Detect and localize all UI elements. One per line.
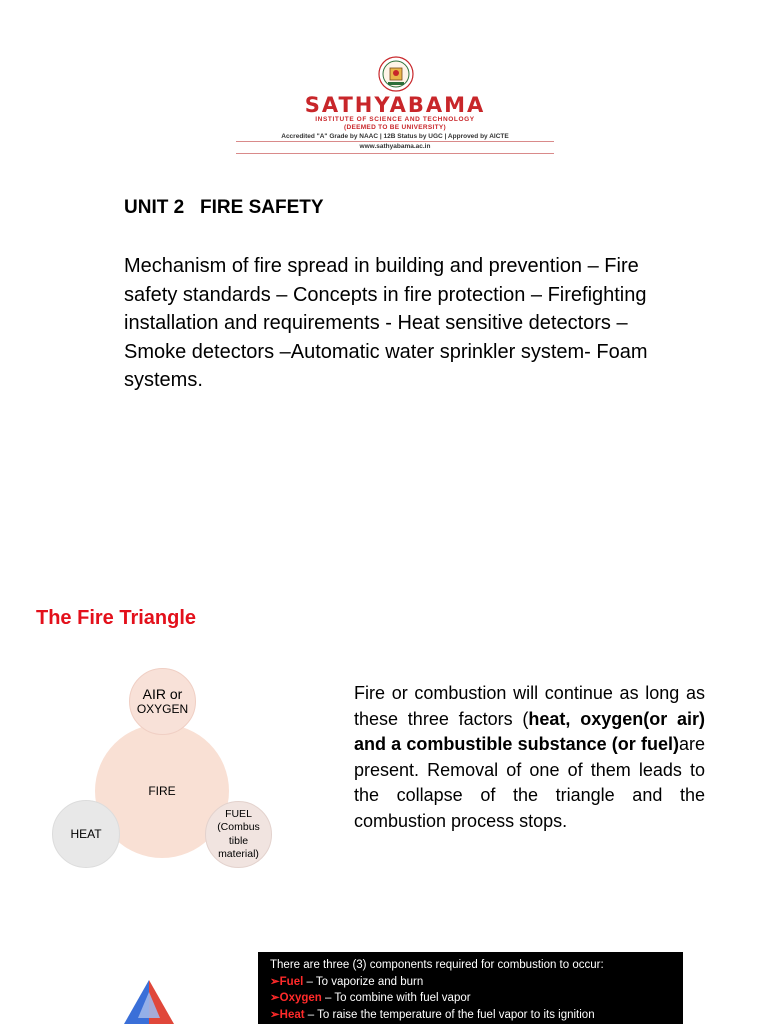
component-item bbox=[270, 990, 683, 1007]
heat-circle bbox=[52, 800, 120, 868]
header-divider-top bbox=[236, 141, 554, 142]
university-seal-icon bbox=[378, 56, 414, 92]
brand-accreditation: Accredited "A" Grade by NAAC | 12B Status by UGC | Approved by AICTE bbox=[281, 133, 509, 140]
fuel-desc-3: material) bbox=[218, 848, 259, 860]
fuel-desc-1: (Combus bbox=[217, 821, 260, 833]
arrow-bullet-icon: ➢ bbox=[270, 1008, 280, 1021]
component-name: Fuel bbox=[279, 975, 304, 988]
combustion-text-part1: Fire or combustion will continue as long as these three factors ( bbox=[354, 683, 705, 729]
component-desc: – To vaporize and burn bbox=[303, 975, 424, 988]
brand-name: SATHYABAMA bbox=[304, 93, 486, 117]
combustion-description bbox=[354, 681, 705, 834]
component-name: Heat bbox=[279, 1008, 305, 1021]
component-name: Oxygen bbox=[279, 992, 322, 1004]
fire-label: FIRE bbox=[148, 783, 176, 798]
unit-syllabus: Mechanism of fire spread in building and prevention – Fire safety standards – Concepts in fire protection – Firefighting installation and requirements - Heat sensitive detectors – Smoke detectors –Automatic water sprinkler system- Foam systems. bbox=[124, 255, 648, 391]
components-intro: There are three (3) components required for combustion to occur: bbox=[270, 959, 604, 971]
unit-title: UNIT 2 FIRE SAFETY bbox=[124, 197, 324, 218]
fuel-desc-2: tible bbox=[228, 834, 249, 847]
component-item bbox=[270, 974, 683, 991]
fire-triangle-heading: The Fire Triangle bbox=[36, 607, 197, 629]
component-desc: – To combine with fuel vapor bbox=[321, 992, 471, 1004]
fuel-label: FUEL bbox=[225, 807, 252, 820]
arrow-bullet-icon: ➢ bbox=[270, 975, 280, 988]
air-oxygen-circle bbox=[129, 668, 196, 735]
brand-subtitle: INSTITUTE OF SCIENCE AND TECHNOLOGY bbox=[315, 116, 475, 123]
heat-label: HEAT bbox=[70, 826, 102, 841]
combustion-components-panel bbox=[258, 952, 683, 1024]
brand-website: www.sathyabama.ac.in bbox=[359, 143, 431, 150]
oxygen-label: OXYGEN bbox=[136, 701, 189, 716]
combustion-text-part2: are present. Removal of one of them leads to the collapse of the triangle and the combustion process stops. bbox=[354, 734, 705, 831]
component-item bbox=[270, 1007, 683, 1024]
triangle-logo-icon bbox=[120, 978, 178, 1024]
fuel-circle bbox=[205, 801, 272, 868]
air-label: AIR or bbox=[142, 685, 183, 702]
combustion-text-bold: heat, oxygen(or air) and a combustible substance (or fuel) bbox=[354, 708, 705, 754]
header-divider-bottom bbox=[236, 153, 554, 154]
component-desc: – To raise the temperature of the fuel vapor to its ignition bbox=[304, 1008, 595, 1021]
brand-deemed-status: (DEEMED TO BE UNIVERSITY) bbox=[343, 124, 446, 131]
arrow-bullet-icon: ➢ bbox=[270, 992, 280, 1004]
